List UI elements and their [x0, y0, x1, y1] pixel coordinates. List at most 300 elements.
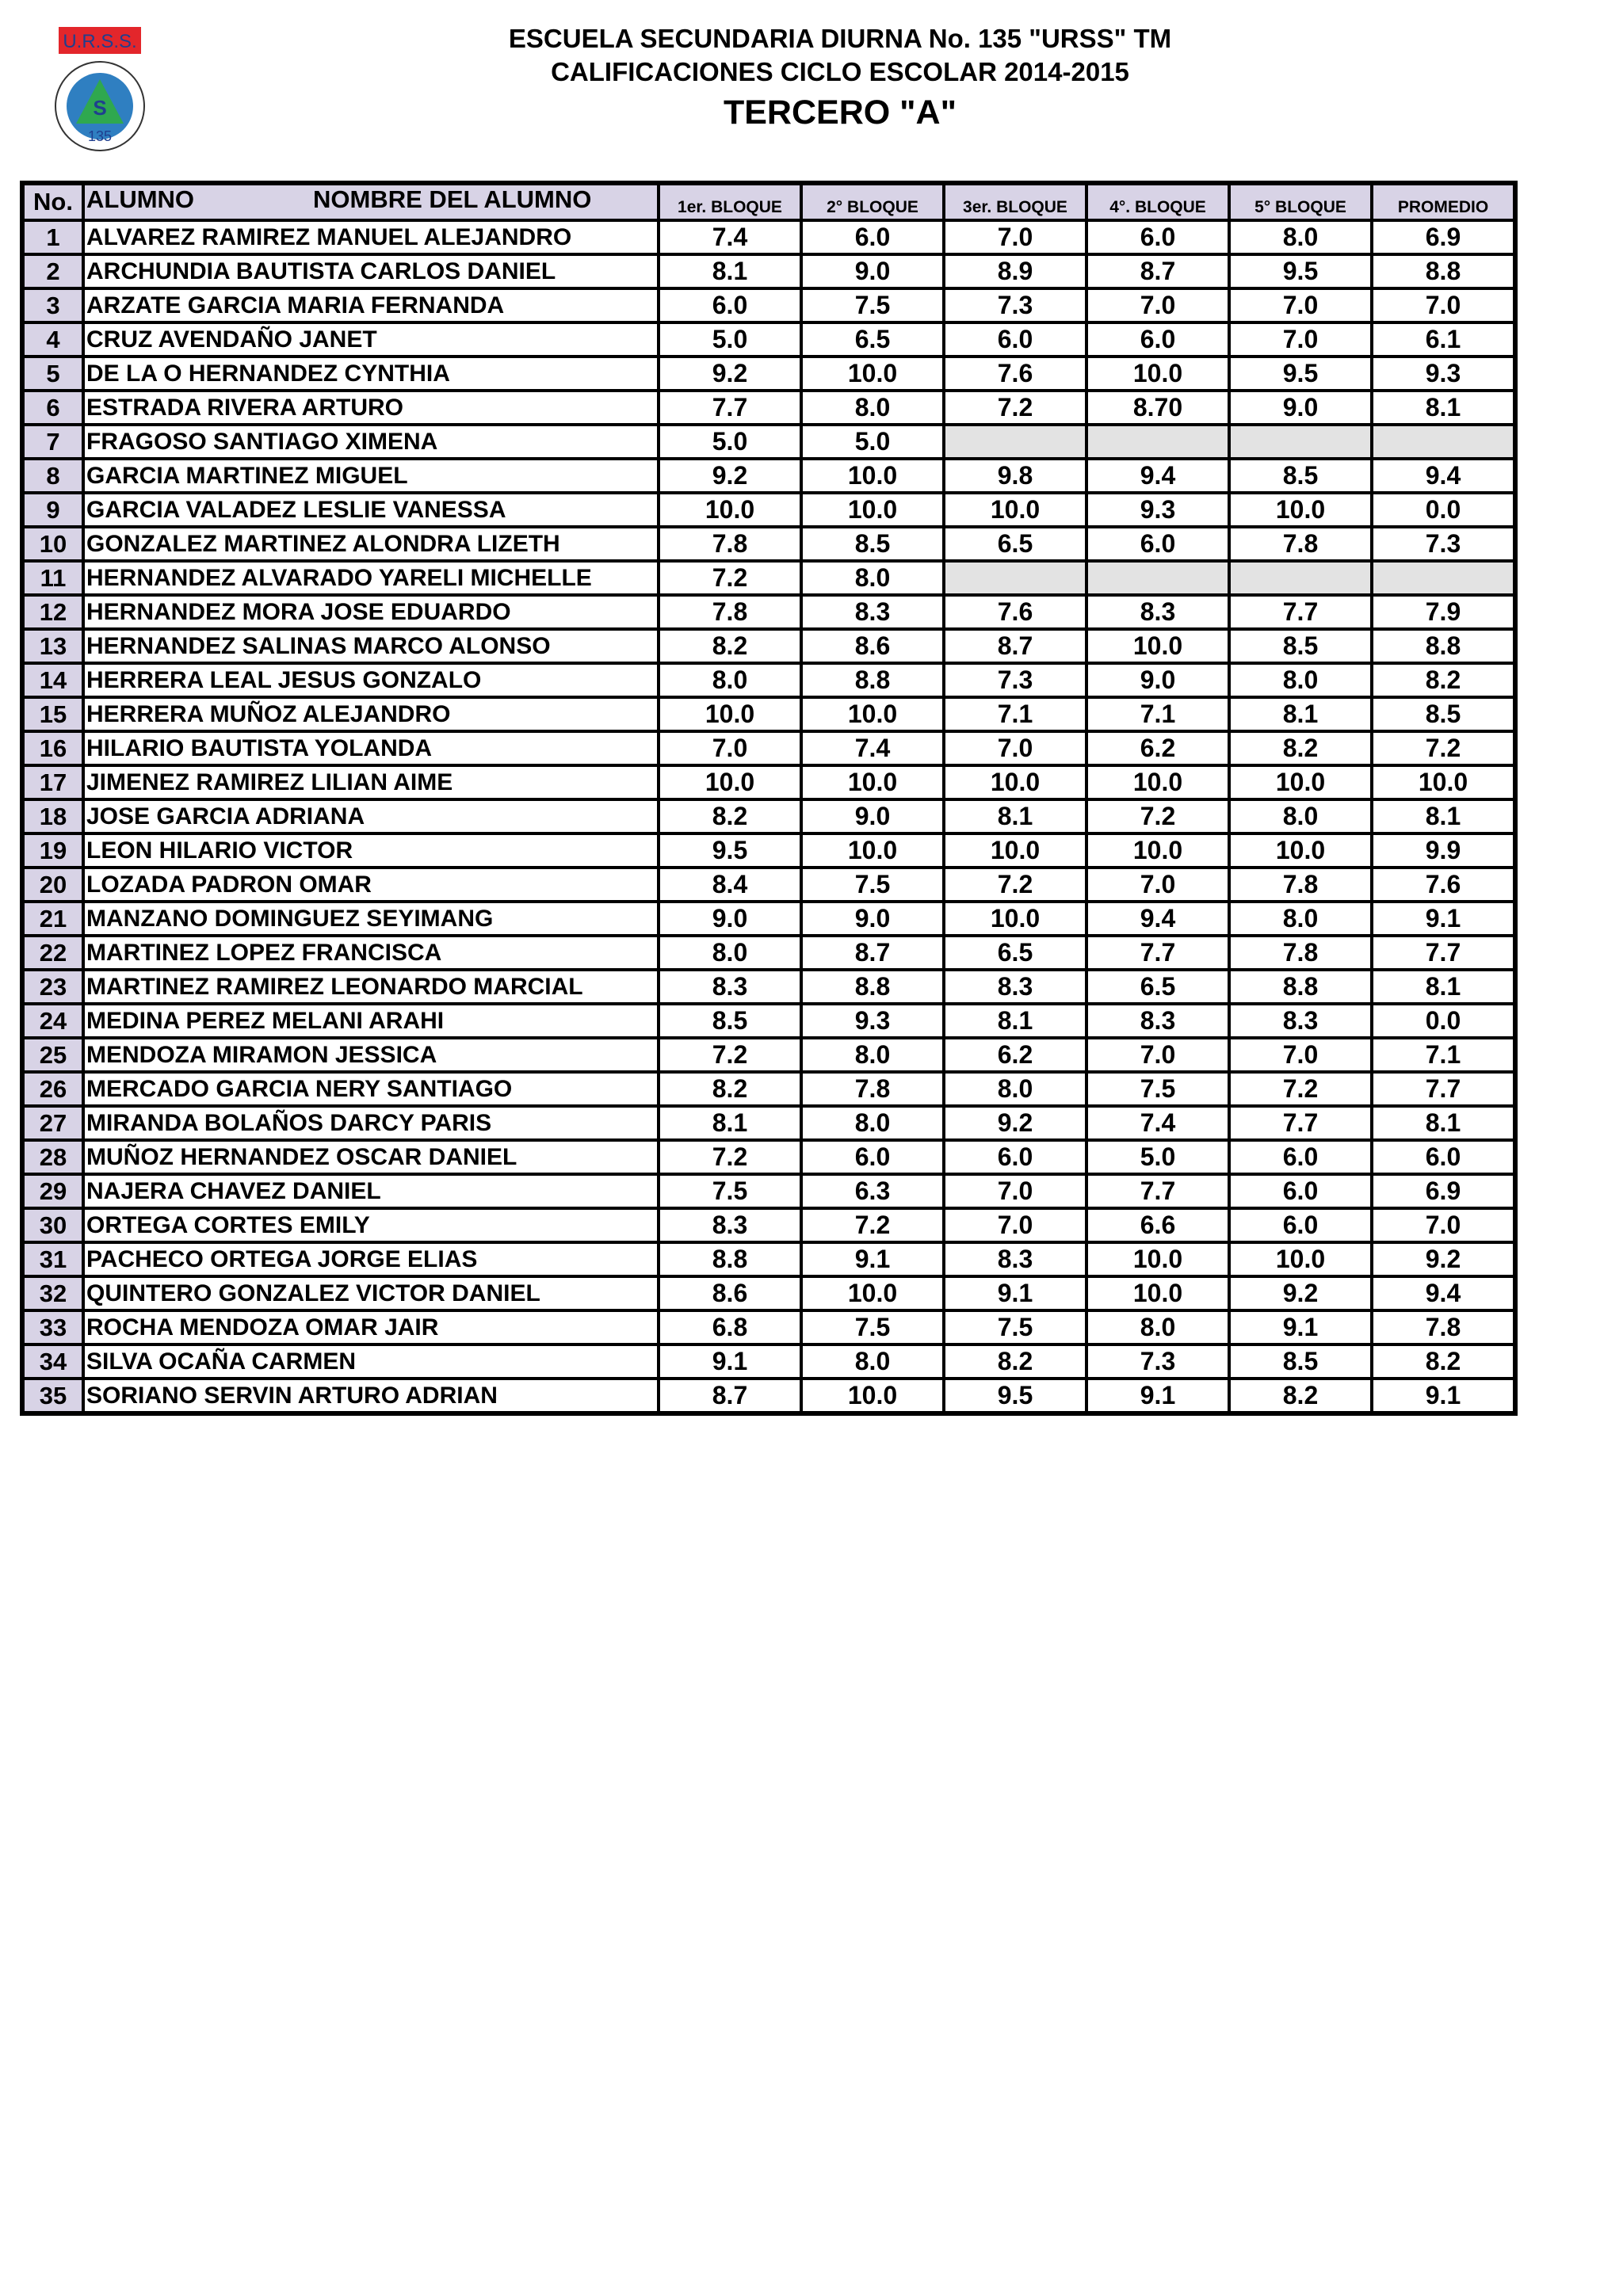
grade-bloque-5: 9.2 [1229, 1276, 1372, 1310]
grade-bloque-5: 9.5 [1229, 254, 1372, 288]
student-name: MARTINEZ RAMIREZ LEONARDO MARCIAL [83, 970, 659, 1004]
grade-bloque-3: 9.2 [944, 1106, 1086, 1140]
row-number: 19 [22, 833, 83, 868]
student-name: PACHECO ORTEGA JORGE ELIAS [83, 1242, 659, 1276]
grade-bloque-1: 8.8 [659, 1242, 801, 1276]
grade-bloque-1: 7.4 [659, 220, 801, 254]
table-row [22, 731, 1515, 765]
grade-bloque-4: 10.0 [1086, 833, 1229, 868]
student-name: JIMENEZ RAMIREZ LILIAN AIME [83, 765, 659, 799]
table-row [22, 425, 1515, 459]
grade-bloque-3: 7.2 [944, 391, 1086, 425]
grade-promedio: 8.1 [1372, 970, 1515, 1004]
student-name: MERCADO GARCIA NERY SANTIAGO [83, 1072, 659, 1106]
grade-bloque-1: 6.0 [659, 288, 801, 322]
grade-bloque-2: 7.5 [801, 1310, 944, 1344]
grade-bloque-4: 10.0 [1086, 1276, 1229, 1310]
grade-promedio: 9.3 [1372, 357, 1515, 391]
grade-bloque-2: 10.0 [801, 357, 944, 391]
student-name: GARCIA VALADEZ LESLIE VANESSA [83, 493, 659, 527]
grade-bloque-2: 7.2 [801, 1208, 944, 1242]
row-number: 7 [22, 425, 83, 459]
grade-bloque-5 [1229, 425, 1372, 459]
grade-bloque-2: 7.8 [801, 1072, 944, 1106]
grade-bloque-4: 7.1 [1086, 697, 1229, 731]
student-name: MENDOZA MIRAMON JESSICA [83, 1038, 659, 1072]
table-row [22, 220, 1515, 254]
grade-bloque-3: 8.9 [944, 254, 1086, 288]
grade-bloque-4: 9.0 [1086, 663, 1229, 697]
grade-bloque-4: 9.4 [1086, 902, 1229, 936]
table-row [22, 970, 1515, 1004]
grade-bloque-3: 7.3 [944, 288, 1086, 322]
grade-bloque-2: 8.8 [801, 663, 944, 697]
grade-bloque-4: 8.0 [1086, 1310, 1229, 1344]
grade-bloque-1: 8.2 [659, 799, 801, 833]
grade-bloque-5: 9.0 [1229, 391, 1372, 425]
grade-bloque-5: 7.0 [1229, 288, 1372, 322]
row-number: 23 [22, 970, 83, 1004]
grade-bloque-2: 8.0 [801, 1344, 944, 1379]
table-row [22, 391, 1515, 425]
grade-bloque-4: 6.6 [1086, 1208, 1229, 1242]
grade-bloque-3: 7.3 [944, 663, 1086, 697]
grade-promedio: 7.7 [1372, 1072, 1515, 1106]
student-name: HERNANDEZ SALINAS MARCO ALONSO [83, 629, 659, 663]
header-no: No. [22, 183, 83, 220]
grade-bloque-1: 9.2 [659, 459, 801, 493]
grade-bloque-1: 7.2 [659, 561, 801, 595]
grade-bloque-1: 7.2 [659, 1038, 801, 1072]
grade-promedio: 7.6 [1372, 868, 1515, 902]
student-name: GONZALEZ MARTINEZ ALONDRA LIZETH [83, 527, 659, 561]
grade-bloque-4: 6.0 [1086, 220, 1229, 254]
grade-promedio: 6.9 [1372, 1174, 1515, 1208]
grade-promedio: 9.4 [1372, 459, 1515, 493]
logo-top-text: U.R.S.S. [63, 31, 137, 52]
header-name [83, 183, 659, 220]
table-row [22, 459, 1515, 493]
row-number: 14 [22, 663, 83, 697]
grade-bloque-2: 6.0 [801, 1140, 944, 1174]
grade-promedio: 8.8 [1372, 254, 1515, 288]
table-row [22, 799, 1515, 833]
row-number: 27 [22, 1106, 83, 1140]
grade-bloque-2: 8.6 [801, 629, 944, 663]
row-number: 30 [22, 1208, 83, 1242]
grade-bloque-4: 10.0 [1086, 765, 1229, 799]
grade-bloque-5: 8.5 [1229, 459, 1372, 493]
student-name: FRAGOSO SANTIAGO XIMENA [83, 425, 659, 459]
grade-bloque-3: 6.0 [944, 1140, 1086, 1174]
grade-bloque-4: 7.4 [1086, 1106, 1229, 1140]
student-name: MUÑOZ HERNANDEZ OSCAR DANIEL [83, 1140, 659, 1174]
row-number: 15 [22, 697, 83, 731]
grade-bloque-1: 6.8 [659, 1310, 801, 1344]
grade-bloque-2: 9.0 [801, 254, 944, 288]
grade-bloque-1: 8.1 [659, 254, 801, 288]
student-name: LEON HILARIO VICTOR [83, 833, 659, 868]
row-number: 13 [22, 629, 83, 663]
grade-promedio: 8.8 [1372, 629, 1515, 663]
header-bloque-2: 2° BLOQUE [801, 183, 944, 220]
grade-bloque-2: 8.0 [801, 1038, 944, 1072]
student-name: SORIANO SERVIN ARTURO ADRIAN [83, 1379, 659, 1413]
student-name: GARCIA MARTINEZ MIGUEL [83, 459, 659, 493]
grade-promedio: 10.0 [1372, 765, 1515, 799]
grade-bloque-3: 7.0 [944, 1174, 1086, 1208]
grade-bloque-5: 8.0 [1229, 220, 1372, 254]
logo-number: 135 [87, 128, 113, 144]
grade-promedio: 0.0 [1372, 493, 1515, 527]
row-number: 6 [22, 391, 83, 425]
header-promedio: PROMEDIO [1372, 183, 1515, 220]
grade-bloque-5: 6.0 [1229, 1140, 1372, 1174]
grade-bloque-3 [944, 561, 1086, 595]
table-row [22, 322, 1515, 357]
grade-bloque-3: 10.0 [944, 902, 1086, 936]
grade-bloque-3: 8.3 [944, 1242, 1086, 1276]
grade-bloque-3: 8.1 [944, 799, 1086, 833]
grade-bloque-5: 8.0 [1229, 799, 1372, 833]
grade-bloque-1: 8.3 [659, 1208, 801, 1242]
grade-bloque-4: 9.4 [1086, 459, 1229, 493]
table-row [22, 1242, 1515, 1276]
student-name: LOZADA PADRON OMAR [83, 868, 659, 902]
grade-bloque-5: 8.0 [1229, 902, 1372, 936]
grade-promedio: 9.4 [1372, 1276, 1515, 1310]
grade-promedio: 8.1 [1372, 391, 1515, 425]
student-name: QUINTERO GONZALEZ VICTOR DANIEL [83, 1276, 659, 1310]
grade-promedio: 6.1 [1372, 322, 1515, 357]
school-cycle: CALIFICACIONES CICLO ESCOLAR 2014-2015 [551, 57, 1129, 86]
grade-bloque-3: 8.0 [944, 1072, 1086, 1106]
student-name: HERNANDEZ ALVARADO YARELI MICHELLE [83, 561, 659, 595]
row-number: 24 [22, 1004, 83, 1038]
grade-bloque-1: 8.3 [659, 970, 801, 1004]
student-name: DE LA O HERNANDEZ CYNTHIA [83, 357, 659, 391]
grade-bloque-3: 9.8 [944, 459, 1086, 493]
table-row [22, 1140, 1515, 1174]
table-header-row [22, 183, 1515, 220]
grade-bloque-5: 8.5 [1229, 1344, 1372, 1379]
student-name: SILVA OCAÑA CARMEN [83, 1344, 659, 1379]
grade-bloque-3: 7.5 [944, 1310, 1086, 1344]
student-name: MANZANO DOMINGUEZ SEYIMANG [83, 902, 659, 936]
grade-bloque-2: 6.0 [801, 220, 944, 254]
grade-promedio: 8.2 [1372, 1344, 1515, 1379]
table-row [22, 1310, 1515, 1344]
grade-bloque-1: 9.0 [659, 902, 801, 936]
grade-bloque-5: 8.3 [1229, 1004, 1372, 1038]
group-title: TERCERO "A" [723, 93, 957, 132]
row-number: 11 [22, 561, 83, 595]
grade-bloque-1: 8.0 [659, 663, 801, 697]
grade-bloque-2: 8.0 [801, 561, 944, 595]
row-number: 25 [22, 1038, 83, 1072]
document-header [444, 22, 1236, 135]
grade-bloque-3: 6.2 [944, 1038, 1086, 1072]
row-number: 5 [22, 357, 83, 391]
grade-bloque-1: 7.2 [659, 1140, 801, 1174]
grade-bloque-3: 10.0 [944, 833, 1086, 868]
student-name: HERRERA LEAL JESUS GONZALO [83, 663, 659, 697]
grade-bloque-2: 7.5 [801, 868, 944, 902]
grade-bloque-4: 7.0 [1086, 1038, 1229, 1072]
grade-bloque-1: 8.1 [659, 1106, 801, 1140]
row-number: 4 [22, 322, 83, 357]
grade-bloque-2: 9.0 [801, 799, 944, 833]
grade-bloque-1: 9.1 [659, 1344, 801, 1379]
grade-promedio: 7.7 [1372, 936, 1515, 970]
grade-bloque-4: 8.70 [1086, 391, 1229, 425]
grade-bloque-3: 8.3 [944, 970, 1086, 1004]
grade-bloque-5: 7.7 [1229, 1106, 1372, 1140]
grade-bloque-3 [944, 425, 1086, 459]
row-number: 21 [22, 902, 83, 936]
row-number: 18 [22, 799, 83, 833]
grade-bloque-1: 8.2 [659, 1072, 801, 1106]
grade-bloque-5: 10.0 [1229, 1242, 1372, 1276]
grade-bloque-5: 9.1 [1229, 1310, 1372, 1344]
row-number: 12 [22, 595, 83, 629]
grade-bloque-5: 7.8 [1229, 868, 1372, 902]
grade-bloque-2: 8.5 [801, 527, 944, 561]
grade-bloque-5: 8.8 [1229, 970, 1372, 1004]
grade-bloque-5: 7.7 [1229, 595, 1372, 629]
row-number: 2 [22, 254, 83, 288]
grade-bloque-2: 8.7 [801, 936, 944, 970]
grade-bloque-1: 10.0 [659, 493, 801, 527]
grade-bloque-1: 7.7 [659, 391, 801, 425]
grade-promedio [1372, 425, 1515, 459]
grade-bloque-5: 10.0 [1229, 833, 1372, 868]
row-number: 20 [22, 868, 83, 902]
grade-bloque-4: 7.3 [1086, 1344, 1229, 1379]
table-row [22, 357, 1515, 391]
grade-bloque-2: 9.3 [801, 1004, 944, 1038]
table-row [22, 1038, 1515, 1072]
grade-bloque-4: 10.0 [1086, 1242, 1229, 1276]
grade-bloque-1: 7.0 [659, 731, 801, 765]
grade-bloque-5: 7.2 [1229, 1072, 1372, 1106]
grade-bloque-2: 8.8 [801, 970, 944, 1004]
grade-bloque-5: 8.5 [1229, 629, 1372, 663]
grade-bloque-5 [1229, 561, 1372, 595]
school-logo [41, 25, 160, 152]
grade-bloque-2: 10.0 [801, 1276, 944, 1310]
student-name: ARZATE GARCIA MARIA FERNANDA [83, 288, 659, 322]
row-number: 31 [22, 1242, 83, 1276]
student-name: HERNANDEZ MORA JOSE EDUARDO [83, 595, 659, 629]
grade-bloque-1: 7.8 [659, 527, 801, 561]
grade-bloque-5: 8.2 [1229, 731, 1372, 765]
grade-promedio: 7.3 [1372, 527, 1515, 561]
grade-promedio: 8.2 [1372, 663, 1515, 697]
row-number: 10 [22, 527, 83, 561]
table-row [22, 1379, 1515, 1413]
grade-bloque-2: 9.1 [801, 1242, 944, 1276]
grade-bloque-3: 10.0 [944, 765, 1086, 799]
grade-bloque-3: 8.2 [944, 1344, 1086, 1379]
grade-bloque-3: 8.1 [944, 1004, 1086, 1038]
grade-promedio: 7.0 [1372, 1208, 1515, 1242]
grade-bloque-3: 6.0 [944, 322, 1086, 357]
table-row [22, 1106, 1515, 1140]
grade-bloque-1: 9.5 [659, 833, 801, 868]
table-row [22, 493, 1515, 527]
grades-table [20, 181, 1518, 1416]
table-row [22, 1344, 1515, 1379]
grade-bloque-5: 10.0 [1229, 765, 1372, 799]
logo-center-letter: S [93, 96, 107, 120]
row-number: 35 [22, 1379, 83, 1413]
row-number: 32 [22, 1276, 83, 1310]
grade-bloque-2: 7.5 [801, 288, 944, 322]
header-alumno: ALUMNO [86, 185, 195, 213]
row-number: 17 [22, 765, 83, 799]
student-name: MARTINEZ LOPEZ FRANCISCA [83, 936, 659, 970]
grade-bloque-2: 10.0 [801, 697, 944, 731]
student-name: ARCHUNDIA BAUTISTA CARLOS DANIEL [83, 254, 659, 288]
grade-bloque-3: 10.0 [944, 493, 1086, 527]
grade-bloque-4: 8.3 [1086, 595, 1229, 629]
table-row [22, 833, 1515, 868]
grade-bloque-5: 7.8 [1229, 527, 1372, 561]
grade-bloque-4: 7.2 [1086, 799, 1229, 833]
grade-bloque-4: 6.2 [1086, 731, 1229, 765]
header-bloque-5: 5° BLOQUE [1229, 183, 1372, 220]
grade-promedio: 9.2 [1372, 1242, 1515, 1276]
grade-bloque-4: 7.0 [1086, 288, 1229, 322]
grade-promedio: 7.1 [1372, 1038, 1515, 1072]
grade-bloque-1: 7.5 [659, 1174, 801, 1208]
grade-bloque-5: 8.0 [1229, 663, 1372, 697]
grade-bloque-4: 9.3 [1086, 493, 1229, 527]
grade-bloque-4: 7.7 [1086, 1174, 1229, 1208]
grade-bloque-3: 7.2 [944, 868, 1086, 902]
grade-bloque-1: 8.6 [659, 1276, 801, 1310]
table-row [22, 1276, 1515, 1310]
table-row [22, 561, 1515, 595]
student-name: HERRERA MUÑOZ ALEJANDRO [83, 697, 659, 731]
table-row [22, 697, 1515, 731]
grade-bloque-2: 8.0 [801, 1106, 944, 1140]
grade-bloque-3: 7.6 [944, 595, 1086, 629]
table-row [22, 527, 1515, 561]
grades-body [22, 220, 1515, 1413]
grade-bloque-3: 6.5 [944, 527, 1086, 561]
grade-promedio: 6.0 [1372, 1140, 1515, 1174]
grade-promedio: 9.9 [1372, 833, 1515, 868]
row-number: 8 [22, 459, 83, 493]
table-row [22, 1004, 1515, 1038]
table-row [22, 936, 1515, 970]
grade-bloque-2: 10.0 [801, 1379, 944, 1413]
grade-bloque-4: 5.0 [1086, 1140, 1229, 1174]
table-row [22, 254, 1515, 288]
table-row [22, 663, 1515, 697]
table-row [22, 1208, 1515, 1242]
table-row [22, 629, 1515, 663]
grade-bloque-2: 5.0 [801, 425, 944, 459]
table-row [22, 595, 1515, 629]
grade-bloque-4 [1086, 425, 1229, 459]
row-number: 34 [22, 1344, 83, 1379]
grade-bloque-4: 9.1 [1086, 1379, 1229, 1413]
grade-bloque-5: 6.0 [1229, 1208, 1372, 1242]
grade-bloque-4: 7.5 [1086, 1072, 1229, 1106]
grade-bloque-4: 6.5 [1086, 970, 1229, 1004]
header-bloque-3: 3er. BLOQUE [944, 183, 1086, 220]
school-name: ESCUELA SECUNDARIA DIURNA No. 135 "URSS" TM [508, 24, 1172, 53]
grade-bloque-4: 6.0 [1086, 527, 1229, 561]
table-row [22, 288, 1515, 322]
grade-promedio: 0.0 [1372, 1004, 1515, 1038]
row-number: 33 [22, 1310, 83, 1344]
grade-promedio [1372, 561, 1515, 595]
grade-bloque-2: 10.0 [801, 765, 944, 799]
grade-bloque-2: 7.4 [801, 731, 944, 765]
grade-bloque-3: 6.5 [944, 936, 1086, 970]
grade-bloque-3: 7.6 [944, 357, 1086, 391]
grade-promedio: 8.1 [1372, 799, 1515, 833]
grade-promedio: 7.8 [1372, 1310, 1515, 1344]
grade-bloque-2: 10.0 [801, 459, 944, 493]
grade-bloque-5: 7.0 [1229, 1038, 1372, 1072]
grade-bloque-4: 10.0 [1086, 629, 1229, 663]
student-name: JOSE GARCIA ADRIANA [83, 799, 659, 833]
grade-bloque-1: 7.8 [659, 595, 801, 629]
grade-bloque-4: 10.0 [1086, 357, 1229, 391]
grade-bloque-5: 7.8 [1229, 936, 1372, 970]
student-name: CRUZ AVENDAÑO JANET [83, 322, 659, 357]
grade-bloque-1: 5.0 [659, 322, 801, 357]
row-number: 28 [22, 1140, 83, 1174]
grade-bloque-4: 8.3 [1086, 1004, 1229, 1038]
row-number: 1 [22, 220, 83, 254]
grade-bloque-1: 8.4 [659, 868, 801, 902]
grade-bloque-2: 6.3 [801, 1174, 944, 1208]
header-bloque-4: 4°. BLOQUE [1086, 183, 1229, 220]
grade-bloque-3: 7.0 [944, 1208, 1086, 1242]
row-number: 26 [22, 1072, 83, 1106]
grade-bloque-3: 9.1 [944, 1276, 1086, 1310]
header-bloque-1: 1er. BLOQUE [659, 183, 801, 220]
grade-promedio: 6.9 [1372, 220, 1515, 254]
grade-bloque-2: 8.0 [801, 391, 944, 425]
grade-promedio: 8.1 [1372, 1106, 1515, 1140]
grade-bloque-1: 8.7 [659, 1379, 801, 1413]
student-name: ALVAREZ RAMIREZ MANUEL ALEJANDRO [83, 220, 659, 254]
row-number: 16 [22, 731, 83, 765]
grade-bloque-1: 5.0 [659, 425, 801, 459]
grade-bloque-1: 9.2 [659, 357, 801, 391]
grade-bloque-3: 9.5 [944, 1379, 1086, 1413]
student-name: ESTRADA RIVERA ARTURO [83, 391, 659, 425]
row-number: 9 [22, 493, 83, 527]
table-row [22, 902, 1515, 936]
grade-bloque-3: 8.7 [944, 629, 1086, 663]
grade-bloque-5: 10.0 [1229, 493, 1372, 527]
row-number: 3 [22, 288, 83, 322]
grade-bloque-1: 10.0 [659, 765, 801, 799]
grade-bloque-5: 7.0 [1229, 322, 1372, 357]
student-name: MEDINA PEREZ MELANI ARAHI [83, 1004, 659, 1038]
grade-bloque-4: 6.0 [1086, 322, 1229, 357]
grade-bloque-1: 8.0 [659, 936, 801, 970]
student-name: ROCHA MENDOZA OMAR JAIR [83, 1310, 659, 1344]
